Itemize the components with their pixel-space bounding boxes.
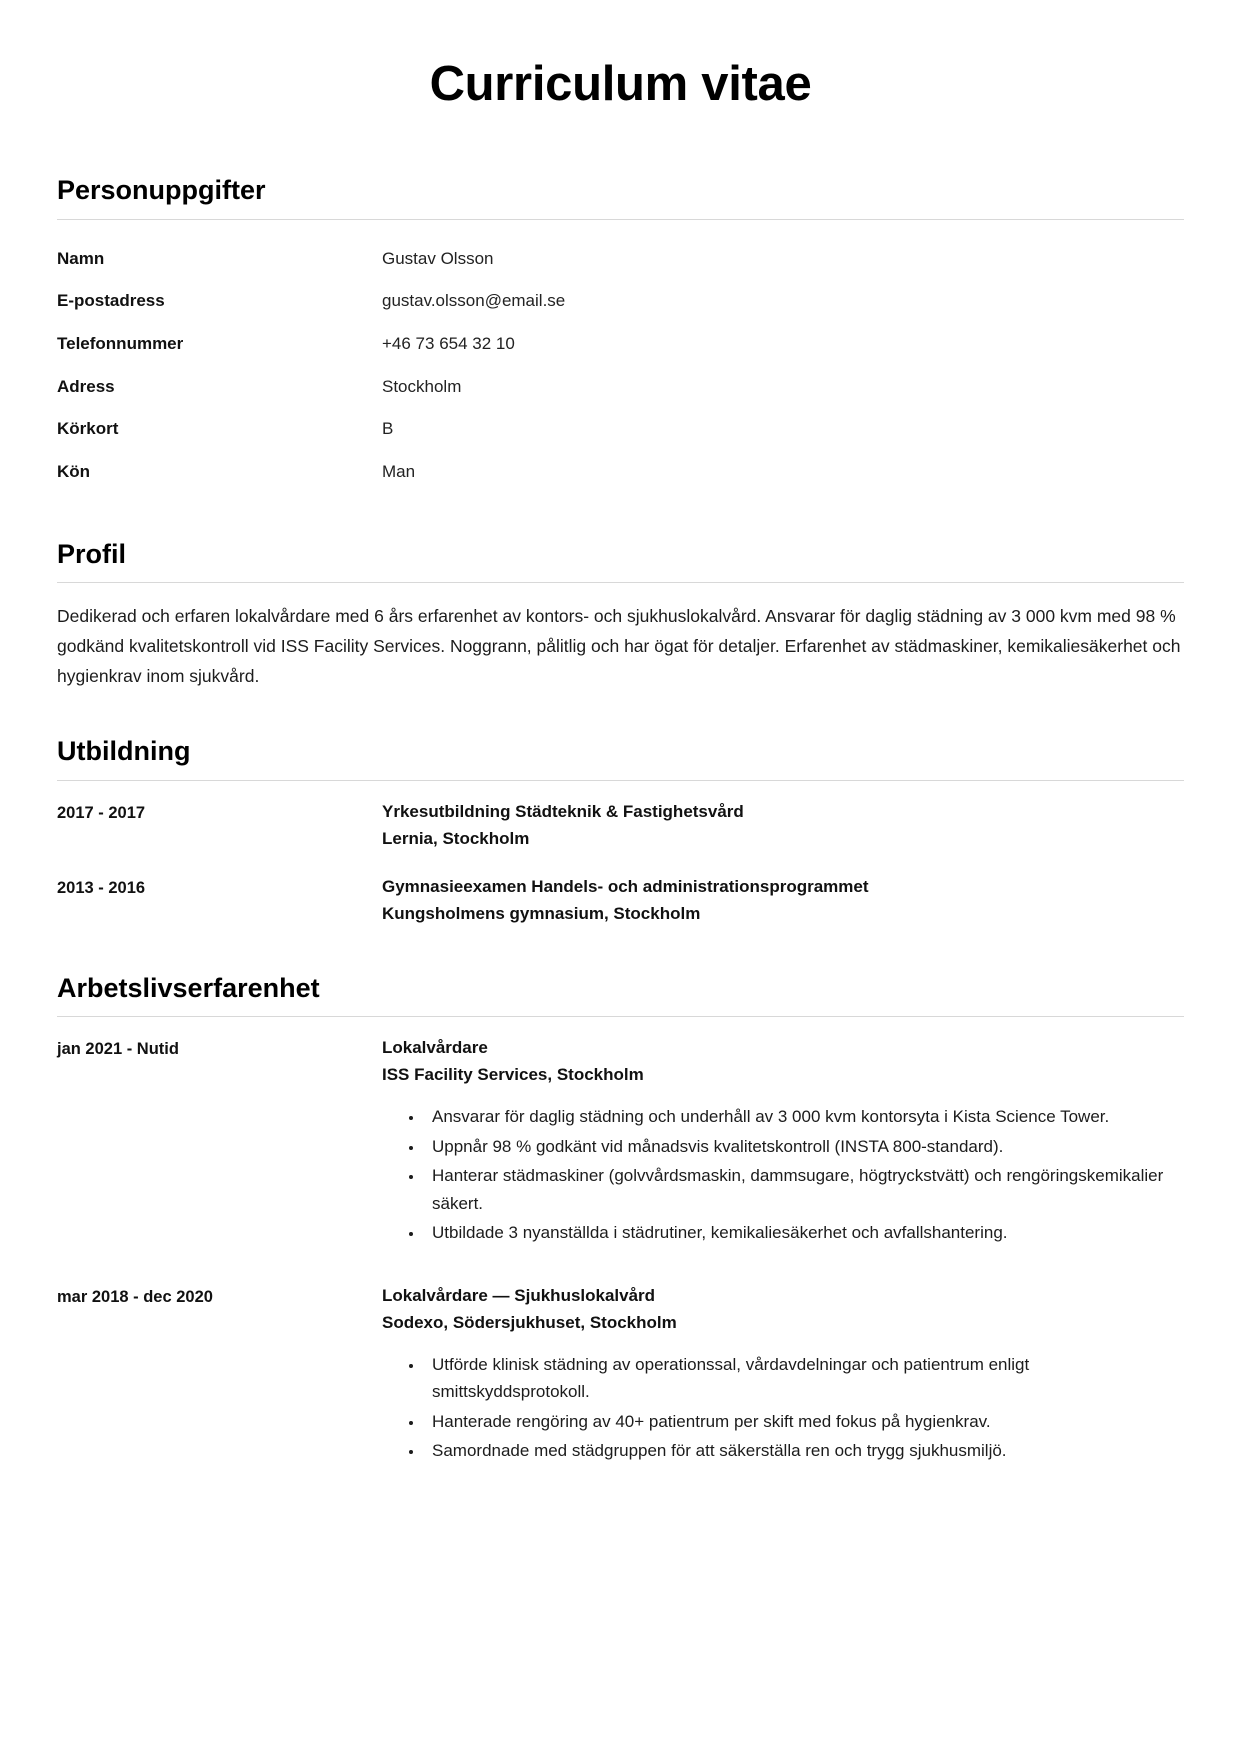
entry-subtitle: Sodexo, Södersjukhuset, Stockholm (382, 1312, 677, 1332)
info-row-epostadress (57, 280, 1184, 323)
info-label: Kön (57, 461, 91, 481)
entry-date: jan 2021 - Nutid (57, 1040, 179, 1059)
info-value: Gustav Olsson (382, 248, 494, 268)
info-value: B (382, 419, 394, 439)
education-list (57, 799, 1184, 928)
experience-entry (57, 1283, 1184, 1467)
entry-body (382, 1283, 1184, 1467)
list-item: • Utbildade 3 nyanställda i städrutiner, kemikaliesäkerhet och avfallshantering. (424, 1219, 1184, 1247)
info-label: Namn (57, 248, 105, 268)
section-divider (57, 582, 1184, 583)
entry-body (382, 1035, 1184, 1248)
entry-subtitle: Lernia, Stockholm (382, 828, 530, 848)
education-entry (57, 799, 1184, 853)
section-divider (57, 219, 1184, 220)
entry-bullet-list (382, 1351, 1184, 1465)
info-row-namn (57, 238, 1184, 281)
list-item: • Hanterar städmaskiner (golvvårdsmaskin, dammsugare, högtryckstvätt) och rengöringskemikalier säkert. (424, 1162, 1184, 1217)
list-item: • Ansvarar för daglig städning och underhåll av 3 000 kvm kontorsyta i Kista Science Tower. (424, 1103, 1184, 1131)
experience-list (57, 1035, 1184, 1466)
section-divider (57, 1016, 1184, 1017)
list-item: • Uppnår 98 % godkänt vid månadsvis kvalitetskontroll (INSTA 800-standard). (424, 1133, 1184, 1161)
section-heading-profile: Profil (57, 538, 127, 569)
entry-subtitle: ISS Facility Services, Stockholm (382, 1065, 644, 1085)
info-value: gustav.olsson@email.se (382, 291, 566, 311)
entry-date: 2017 - 2017 (57, 803, 146, 822)
entry-title: Yrkesutbildning Städteknik & Fastighetsvård (382, 801, 744, 821)
entry-title: Lokalvårdare (382, 1038, 488, 1058)
education-entry (57, 874, 1184, 928)
section-divider (57, 780, 1184, 781)
list-item: • Utförde klinisk städning av operationssal, vårdavdelningar och patientrum enligt smittskyddsprotokoll. (424, 1351, 1184, 1406)
entry-body (382, 799, 1184, 853)
entry-subtitle: Kungsholmens gymnasium, Stockholm (382, 904, 701, 924)
section-heading-personal: Personuppgifter (57, 175, 266, 206)
info-value: Stockholm (382, 376, 462, 396)
list-item: • Hanterade rengöring av 40+ patientrum per skift med fokus på hygienkrav. (424, 1408, 1184, 1436)
experience-entry (57, 1035, 1184, 1248)
info-label: Körkort (57, 419, 119, 439)
profile-summary-text: Dedikerad och erfaren lokalvårdare med 6 års erfarenhet av kontors- och sjukhuslokalvård. Ansvarar för daglig städning av 3 000 kvm med 98 % godkänd kvalitetskontroll vid ISS Facility Services. Noggrann, pålitlig och har ögat för detaljer. Erfarenhet av städmaskiner, kemikaliesäkerhet och hygienkrav inom sjukvård. (57, 605, 1181, 687)
info-label: Adress (57, 376, 115, 396)
section-work-experience (57, 972, 1184, 1467)
entry-title: Gymnasieexamen Handels- och administrationsprogrammet (382, 877, 869, 897)
info-row-korkort (57, 408, 1184, 451)
section-personal-details (57, 174, 1184, 493)
info-label: E-postadress (57, 291, 165, 311)
section-heading-education: Utbildning (57, 736, 191, 767)
entry-bullet-list (382, 1103, 1184, 1247)
page-title: Curriculum vitae (429, 57, 812, 111)
info-value: Man (382, 461, 416, 481)
info-value: +46 73 654 32 10 (382, 334, 515, 354)
list-item: • Samordnade med städgruppen för att säkerställa ren och trygg sjukhusmiljö. (424, 1437, 1184, 1465)
entry-body (382, 874, 1184, 928)
info-row-kon (57, 451, 1184, 494)
entry-date: mar 2018 - dec 2020 (57, 1287, 213, 1306)
entry-title: Lokalvårdare — Sjukhuslokalvård (382, 1285, 656, 1305)
entry-date: 2013 - 2016 (57, 879, 146, 898)
section-heading-experience: Arbetslivserfarenhet (57, 973, 320, 1004)
info-row-telefonnummer (57, 323, 1184, 366)
section-profile (57, 538, 1184, 692)
info-label: Telefonnummer (57, 334, 184, 354)
section-education (57, 735, 1184, 928)
info-row-adress (57, 366, 1184, 409)
